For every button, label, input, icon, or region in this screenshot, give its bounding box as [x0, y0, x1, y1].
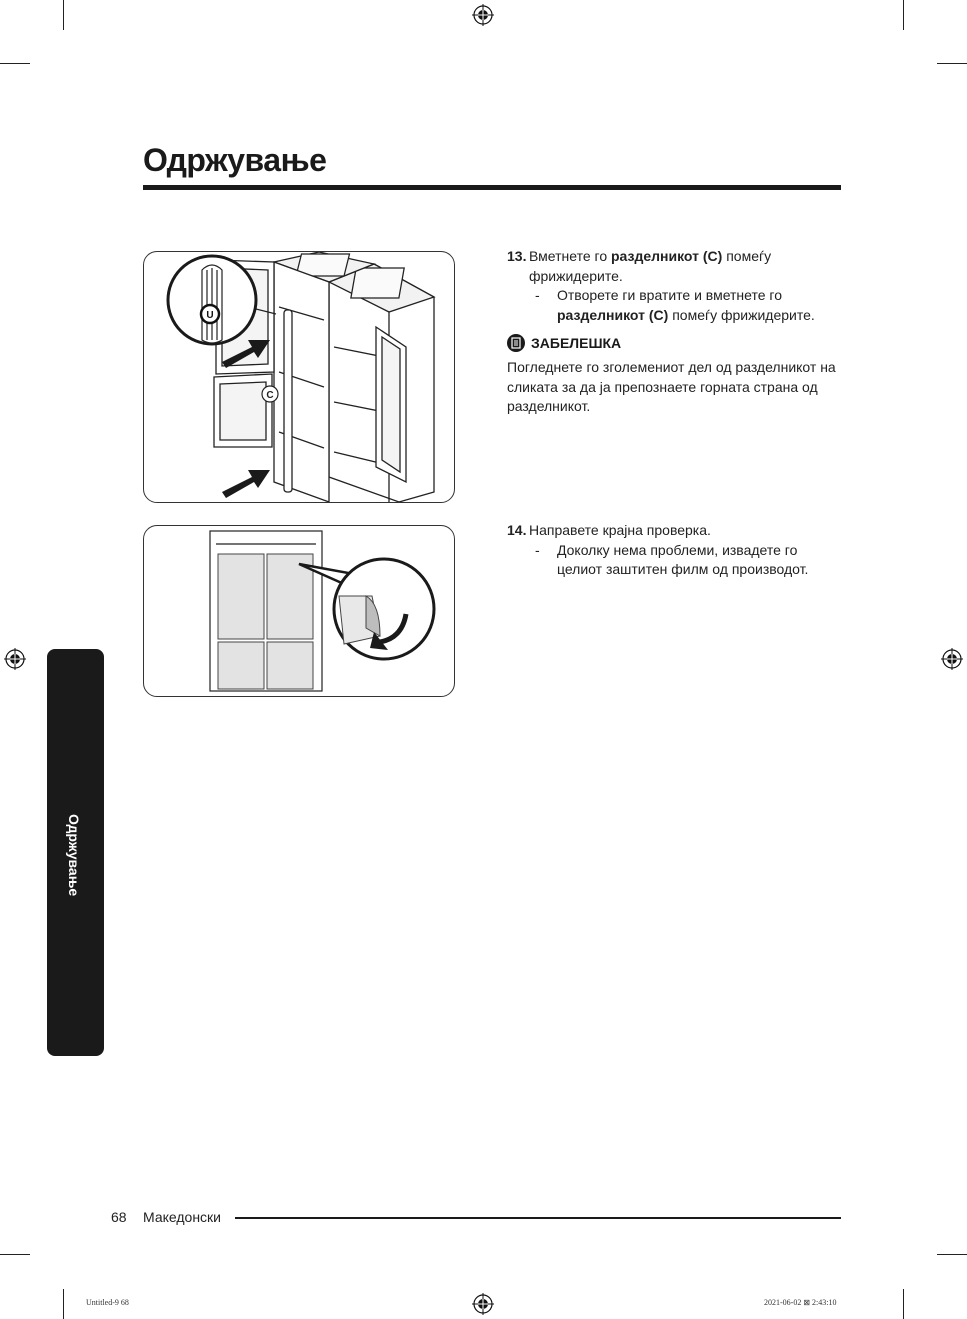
- substep-dash: -: [535, 287, 540, 303]
- step-14: [507, 521, 837, 580]
- registration-mark-icon: [941, 648, 963, 670]
- svg-text:U: U: [206, 310, 214, 321]
- crop-mark: [63, 1289, 64, 1319]
- step-number: 14.: [507, 522, 527, 538]
- crop-mark: [903, 1289, 904, 1319]
- step-number: 13.: [507, 248, 527, 264]
- crop-mark: [0, 1254, 30, 1255]
- crop-mark: [63, 0, 64, 30]
- section-side-tab: [47, 649, 104, 1056]
- divider-insertion-illustration: [143, 251, 455, 503]
- page-number: 68: [111, 1209, 127, 1225]
- substep: [507, 541, 837, 580]
- step-text: Направете крајна проверка.: [529, 522, 711, 538]
- side-tab-label: Одржување: [66, 814, 82, 897]
- print-slug-left: Untitled-9 68: [86, 1298, 129, 1307]
- crop-mark: [903, 0, 904, 30]
- substep-text-bold: разделникот (C): [557, 306, 669, 323]
- page-title: Одржување: [143, 142, 327, 178]
- note-heading: [507, 334, 621, 352]
- footer-language: Македонски: [143, 1209, 221, 1225]
- footer-rule: [235, 1217, 841, 1219]
- crop-mark: [937, 1254, 967, 1255]
- peel-film-illustration: [143, 525, 455, 697]
- substep: [507, 286, 837, 325]
- registration-mark-icon: [4, 648, 26, 670]
- substep-dash: -: [535, 541, 540, 558]
- note-body: Погледнете го зголемениот дел од разделникот на сликата за да ја препознаете горната страна од разделникот.: [507, 359, 836, 414]
- step-text: помеѓу: [722, 248, 772, 264]
- crop-mark: [937, 63, 967, 64]
- substep-text: помеѓу фрижидерите.: [668, 306, 815, 323]
- registration-mark-icon: [472, 1293, 494, 1315]
- substep-text: Доколку нема проблеми, извадете го целиот заштитен филм од производот.: [557, 541, 809, 577]
- step-text-bold: разделникот (C): [611, 248, 723, 264]
- print-slug-right: 2021-06-02 ⊠ 2:43:10: [764, 1298, 837, 1307]
- registration-mark-icon: [472, 4, 494, 26]
- callout-letter: C: [266, 390, 274, 401]
- title-rule: [143, 185, 841, 190]
- step-13: [507, 247, 837, 325]
- note-heading-text: ЗАБЕЛЕШКА: [531, 335, 622, 351]
- step-text: фрижидерите.: [529, 267, 623, 284]
- substep-text: Отворете ги вратите и вметнете го: [557, 287, 783, 303]
- step-text: Вметнете го: [529, 248, 611, 264]
- crop-mark: [0, 63, 30, 64]
- note-icon: [507, 334, 525, 352]
